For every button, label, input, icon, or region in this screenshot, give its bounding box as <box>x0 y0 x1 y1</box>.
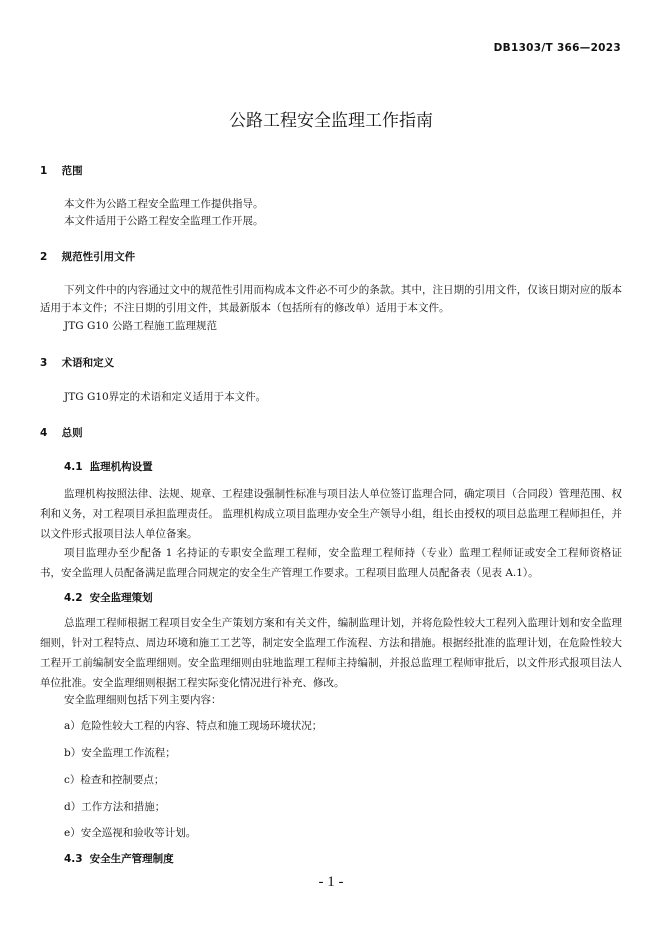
section-title: 规范性引用文件 <box>61 251 136 263</box>
subsection-number: 4.3 <box>64 853 83 865</box>
section-1-heading <box>40 163 83 178</box>
body-paragraph: 下列文件中的内容通过文中的规范性引用而构成本文件必不可少的条款。其中，注日期的引用文件，仅该日期对应的版本适用于本文件；不注日期的引用文件，其最新版本（包括所有的修改单）适用于本文件。 <box>40 284 622 314</box>
section-3-heading <box>40 355 114 370</box>
body-paragraph: 项目监理办至少配备 1 名持证的专职安全监理工程师，安全监理工程师持（专业）监理工程师证或安全工程师资格证书，安全监理人员配备满足监理合同规定的安全生产管理工作要求。工程项目监理人员配备表（见表 A.1）。 <box>40 547 622 579</box>
subsection-4-1-heading <box>64 459 153 474</box>
page-title: 公路工程安全监理工作指南 <box>229 111 433 131</box>
subsection-title: 安全生产管理制度 <box>89 853 174 865</box>
section-number: 1 <box>40 165 48 177</box>
subsection-4-2-heading <box>64 590 153 605</box>
subsection-title: 安全监理策划 <box>89 592 153 604</box>
standard-number: DB1303/T 366—2023 <box>493 42 621 54</box>
list-item: d）工作方法和措施； <box>64 801 166 813</box>
body-line: JTG G10界定的术语和定义适用于本文件。 <box>64 391 267 403</box>
body-line: 本文件适用于公路工程安全监理工作开展。 <box>64 215 264 227</box>
section-title: 术语和定义 <box>61 357 115 369</box>
list-item: a）危险性较大工程的内容、特点和施工现场环境状况； <box>64 720 323 732</box>
section-number: 3 <box>40 357 48 369</box>
list-item: c）检查和控制要点； <box>64 774 165 786</box>
body-paragraph: 监理机构按照法律、法规、规章、工程建设强制性标准与项目法人单位签订监理合同，确定项目（合同段）管理范围、权利和义务，对工程项目承担监理责任。 监理机构成立项目监理办安全生产领导小组，组长由授权的项目总监理工程师担任，并以文件形式报项目法人单位备案。 <box>40 488 622 540</box>
section-title: 总则 <box>61 427 83 439</box>
body-line: 本文件为公路工程安全监理工作提供指导。 <box>64 198 264 210</box>
section-title: 范围 <box>61 165 83 177</box>
list-item: e）安全巡视和验收等计划。 <box>64 827 197 839</box>
section-number: 4 <box>40 427 48 439</box>
subsection-number: 4.1 <box>64 461 83 473</box>
subsection-number: 4.2 <box>64 592 83 604</box>
subsection-title: 监理机构设置 <box>89 461 153 473</box>
section-4-heading <box>40 425 83 440</box>
list-item: b）安全监理工作流程； <box>64 747 176 759</box>
body-line: 安全监理细则包括下列主要内容： <box>64 694 222 706</box>
section-number: 2 <box>40 251 48 263</box>
subsection-4-3-heading <box>64 851 174 866</box>
page-number: - 1 - <box>318 874 344 890</box>
reference-line: JTG G10 公路工程施工监理规范 <box>64 320 218 332</box>
body-paragraph: 总监理工程师根据工程项目安全生产策划方案和有关文件，编制监理计划，并将危险性较大工程列入监理计划和安全监理细则，针对工程特点、周边环境和施工工艺等，制定安全监理工作流程、方法和措施。根据经批准的监理计划，在危险性较大工程开工前编制安全监理细则。安全监理细则由驻地监理工程师主持编制，并报总监理工程师审批后，以文件形式报项目法人单位批准。安全监理细则根据工程实际变化情况进行补充、修改。 <box>40 617 622 689</box>
section-2-heading <box>40 249 135 264</box>
